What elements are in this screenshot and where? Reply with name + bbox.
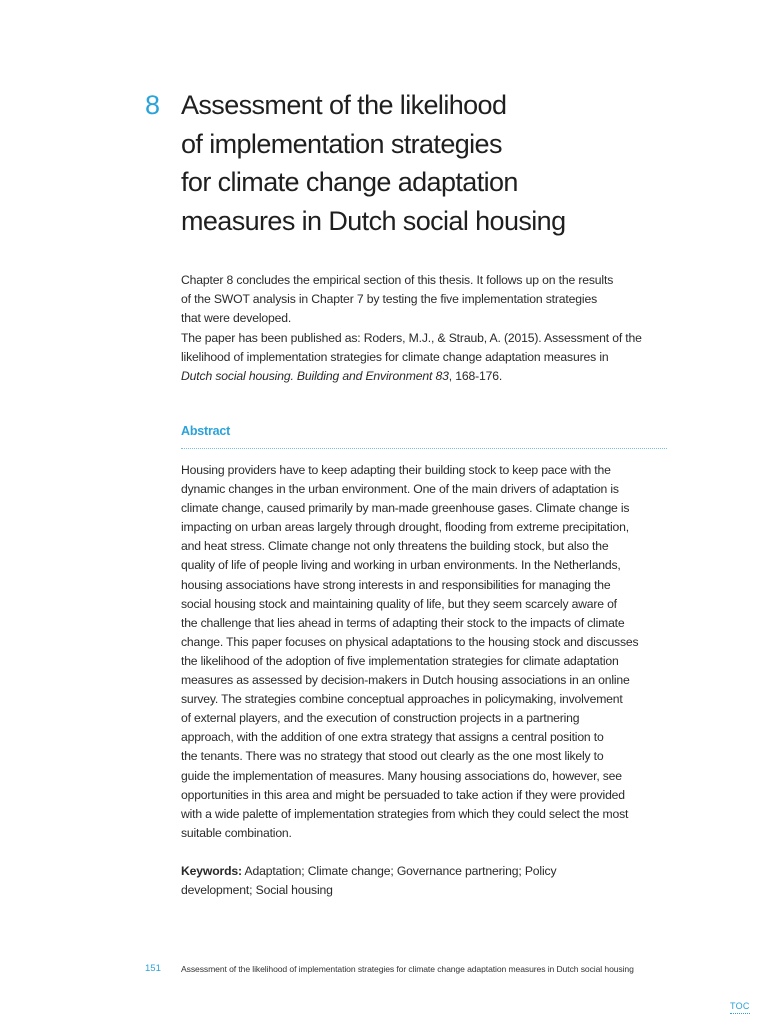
abstract-line: guide the implementation of measures. Many housing associations do, however, see	[181, 768, 622, 783]
abstract-line: climate change, caused primarily by man-made greenhouse gases. Climate change is	[181, 501, 630, 516]
intro-line: that were developed.	[181, 311, 292, 326]
chapter-title-line: for climate change adaptation	[181, 167, 518, 197]
abstract-line: and heat stress. Climate change not only threatens the building stock, but also the	[181, 539, 609, 554]
abstract-body	[181, 461, 681, 843]
keywords-line: development; Social housing	[181, 883, 333, 898]
chapter-title-line: measures in Dutch social housing	[181, 205, 566, 236]
keywords-list: Adaptation; Climate change; Governance partnering; Policy	[241, 864, 557, 878]
keywords	[181, 862, 661, 900]
abstract-line: approach, with the addition of one extra strategy that assigns a central position to	[181, 730, 604, 745]
abstract-line: the tenants. There was no strategy that stood out clearly as the one most likely to	[181, 749, 604, 764]
abstract-line: social housing stock and maintaining quality of life, but they seem scarcely aware of	[181, 596, 617, 611]
keywords-line	[181, 862, 661, 881]
abstract-line: the challenge that lies ahead in terms of adapting their stock to the impacts of climate	[181, 615, 625, 630]
abstract-line: measures as assessed by decision-makers in Dutch housing associations in an online	[181, 673, 630, 688]
abstract-heading: Abstract	[181, 424, 231, 438]
abstract-line: the likelihood of the adoption of five implementation strategies for climate adaptation	[181, 653, 619, 668]
citation-pages: , 168-176.	[448, 369, 503, 384]
intro-line: Chapter 8 concludes the empirical section of this thesis. It follows up on the results	[181, 273, 614, 287]
keywords-label: Keywords:	[181, 864, 242, 878]
intro-line: of the SWOT analysis in Chapter 7 by testing the five implementation strategies	[181, 292, 598, 307]
running-title: Assessment of the likelihood of implementation strategies for climate change adaptation measures in Dutch social housing	[181, 964, 634, 974]
chapter-title-line: Assessment of the likelihood	[181, 90, 507, 120]
toc-link[interactable]: TOC	[730, 1001, 750, 1014]
page-number: 151	[145, 963, 161, 974]
abstract-line: with a wide palette of implementation strategies from which they could select the most	[181, 806, 629, 821]
abstract-line: opportunities in this area and might be persuaded to take action if they were provided	[181, 787, 625, 802]
chapter-title-line: of implementation strategies	[181, 128, 502, 159]
chapter-number: 8	[145, 90, 160, 120]
intro-citation-line	[181, 367, 681, 386]
abstract-line: quality of life of people living and working in urban environments. In the Netherlands,	[181, 558, 621, 573]
abstract-line: of external players, and the execution of construction projects in a partnering	[181, 711, 580, 726]
abstract-line: survey. The strategies combine conceptual approaches in policymaking, involvement	[181, 692, 623, 707]
intro-line: The paper has been published as: Roders, M.J., & Straub, A. (2015). Assessment of the	[181, 330, 642, 345]
abstract-line: housing associations have strong interests in and responsibilities for managing the	[181, 577, 611, 592]
chapter-intro	[181, 271, 681, 386]
abstract-line: impacting on urban areas largely through drought, flooding from extreme precipitation,	[181, 520, 629, 535]
abstract-line: change. This paper focuses on physical adaptations to the housing stock and discusses	[181, 634, 639, 649]
abstract-line: suitable combination.	[181, 825, 292, 840]
chapter-title	[181, 86, 651, 240]
abstract-divider	[181, 448, 667, 449]
abstract-line: Housing providers have to keep adapting their building stock to keep pace with the	[181, 463, 611, 477]
citation-journal: Dutch social housing. Building and Environment 83	[181, 369, 449, 384]
intro-line: likelihood of implementation strategies for climate change adaptation measures in	[181, 349, 609, 364]
abstract-line: dynamic changes in the urban environment. One of the main drivers of adaptation is	[181, 482, 619, 497]
